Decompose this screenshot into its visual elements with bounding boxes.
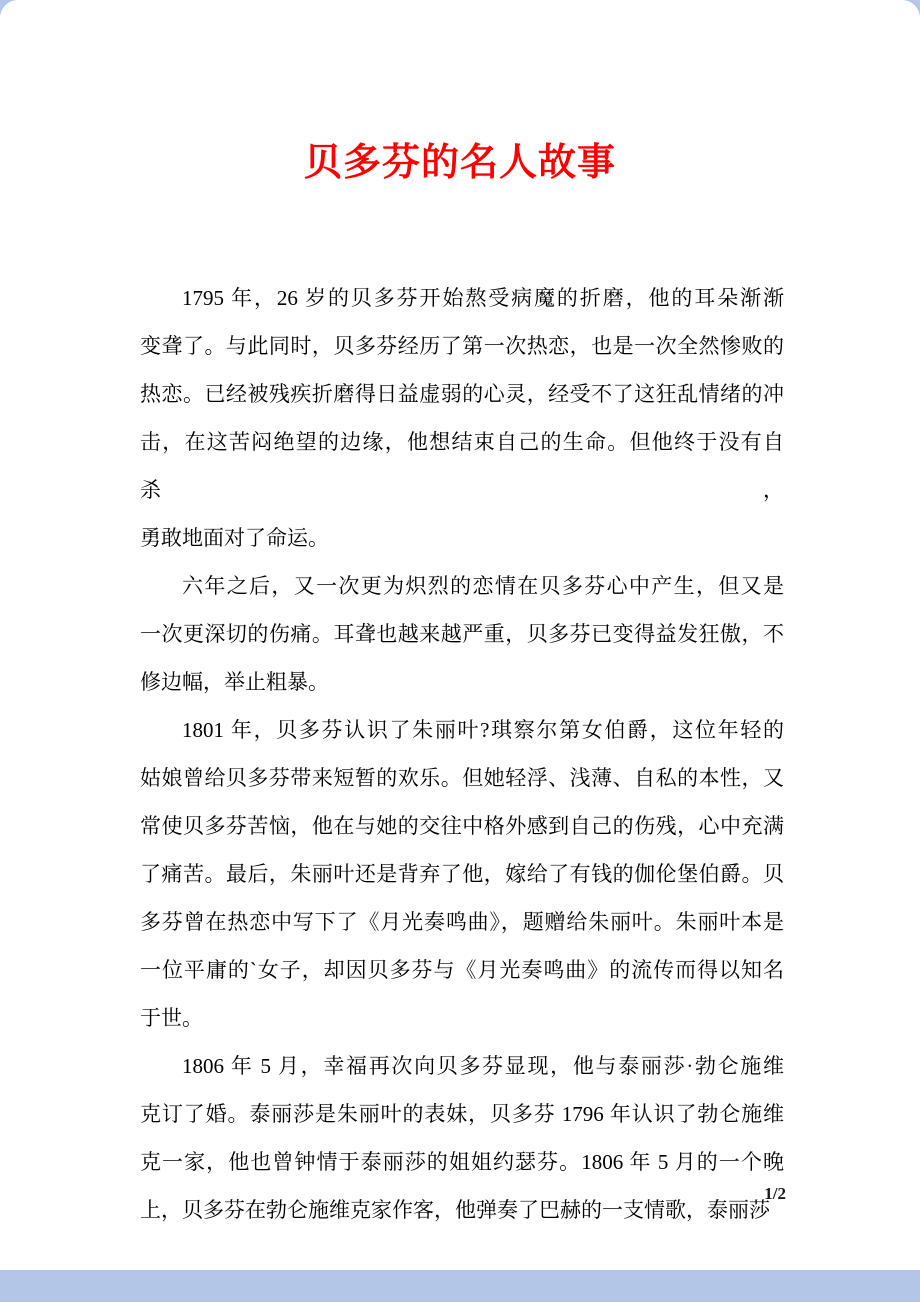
text-line: 多芬曾在热恋中写下了《月光奏鸣曲》，题赠给朱丽叶。朱丽叶本是 [140, 910, 784, 934]
paragraph [140, 562, 784, 706]
text-line: 姑娘曾给贝多芬带来短暂的欢乐。但她轻浮、浅薄、自私的本性，又 [140, 766, 784, 790]
text-line: 克一家，他也曾钟情于泰丽莎的姐姐约瑟芬。1806 年 5 月的一个晚 [140, 1150, 784, 1174]
text-line: 克订了婚。泰丽莎是朱丽叶的表妹，贝多芬 1796 年认识了勃仑施维 [140, 1102, 784, 1126]
text-line: 上，贝多芬在勃仑施维克家作客，他弹奏了巴赫的一支情歌，泰丽莎 [140, 1198, 770, 1222]
text-line: 热恋。已经被残疾折磨得日益虚弱的心灵，经受不了这狂乱情绪的冲 [140, 382, 784, 406]
text-line: 修边幅，举止粗暴。 [140, 670, 329, 694]
document-body [140, 274, 784, 1234]
text-line: 1806 年 5 月，幸福再次向贝多芬显现，他与泰丽莎·勃仑施维 [182, 1054, 784, 1078]
text-line: 1801 年，贝多芬认识了朱丽叶?琪察尔第女伯爵，这位年轻的 [182, 718, 784, 742]
page-number: 1/2 [764, 1184, 786, 1203]
paragraph [140, 1042, 784, 1234]
text-line: 常使贝多芬苦恼，他在与她的交往中格外感到自己的伤残，心中充满 [140, 814, 784, 838]
text-line: 1795 年，26 岁的贝多芬开始熬受病魔的折磨，他的耳朵渐渐 [182, 286, 784, 310]
text-line: 一次更深切的伤痛。耳聋也越来越严重，贝多芬已变得益发狂傲，不 [140, 622, 784, 646]
text-line: 变聋了。与此同时，贝多芬经历了第一次热恋，也是一次全然惨败的 [140, 334, 784, 358]
page-gap [0, 1270, 920, 1302]
paragraph [140, 274, 784, 562]
paragraph [140, 706, 784, 1042]
text-line: 于世。 [140, 1006, 203, 1030]
text-line: 了痛苦。最后，朱丽叶还是背弃了他，嫁给了有钱的伽伦堡伯爵。贝 [140, 862, 784, 886]
text-line: 击，在这苦闷绝望的边缘，他想结束自己的生命。但他终于没有自杀， [140, 430, 784, 502]
text-line: 勇敢地面对了命运。 [140, 526, 329, 550]
text-line: 六年之后，又一次更为炽烈的恋情在贝多芬心中产生，但又是 [182, 574, 784, 598]
document-title: 贝多芬的名人故事 [303, 142, 616, 184]
text-line: 一位平庸的`女子，却因贝多芬与《月光奏鸣曲》的流传而得以知名 [140, 958, 784, 982]
